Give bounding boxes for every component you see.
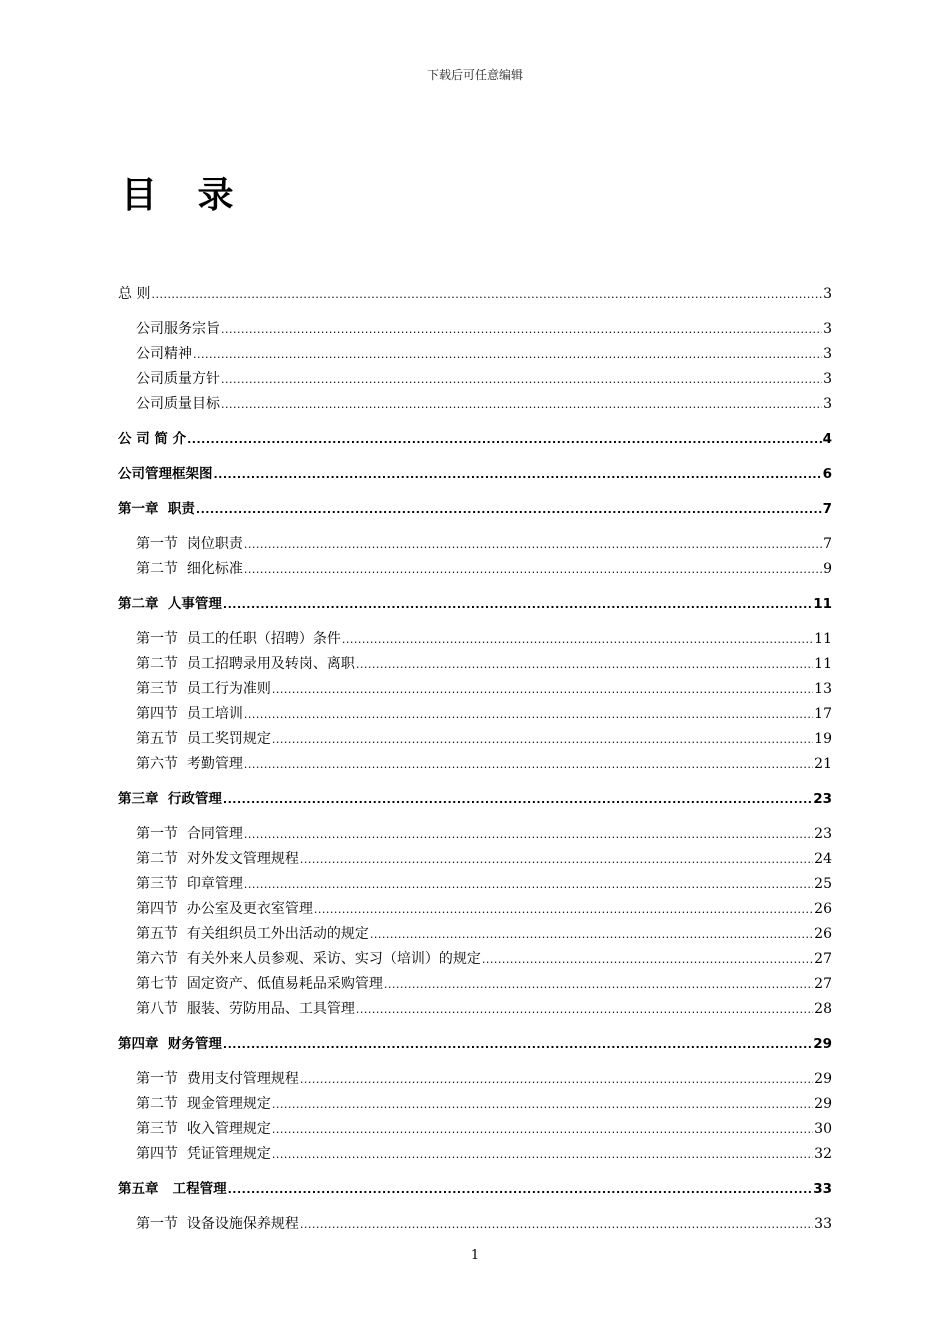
- toc-section-entry[interactable]: [118, 1092, 832, 1117]
- toc-entry-page-number: 7: [822, 501, 832, 517]
- toc-section-entry[interactable]: [118, 702, 832, 727]
- toc-entry-page-number: 11: [814, 656, 832, 672]
- toc-section-entry[interactable]: [118, 317, 832, 342]
- toc-dot-leader: [228, 1177, 813, 1202]
- toc-dot-leader: [221, 392, 822, 417]
- toc-dot-leader: [272, 1117, 813, 1142]
- toc-entry-label: 第四节 员工培训: [136, 706, 243, 722]
- toc-dot-leader: [244, 822, 813, 847]
- toc-dot-leader: [272, 727, 813, 752]
- toc-entry-label: 第二章 人事管理: [118, 596, 222, 612]
- toc-section-entry[interactable]: [118, 822, 832, 847]
- toc-entry-label: 公司精神: [136, 346, 192, 362]
- toc-dot-leader: [272, 1092, 813, 1117]
- toc-entry-label: 公司质量方针: [136, 371, 220, 387]
- toc-section-entry[interactable]: [118, 847, 832, 872]
- toc-entry-label: 第五节 有关组织员工外出活动的规定: [136, 926, 369, 942]
- toc-entry-page-number: 30: [814, 1121, 832, 1137]
- toc-entry-page-number: 33: [813, 1181, 832, 1197]
- toc-section-entry[interactable]: [118, 342, 832, 367]
- toc-entry-label: 第三节 收入管理规定: [136, 1121, 271, 1137]
- toc-dot-leader: [244, 752, 813, 777]
- toc-dot-leader: [342, 627, 813, 652]
- toc-dot-leader: [196, 497, 822, 522]
- toc-entry-page-number: 9: [823, 561, 832, 577]
- toc-dot-leader: [223, 787, 812, 812]
- toc-entry-page-number: 28: [814, 1001, 832, 1017]
- toc-dot-leader: [193, 342, 822, 367]
- toc-entry-page-number: 29: [814, 1096, 832, 1112]
- page-title: 目 录: [121, 175, 248, 216]
- toc-section-entry[interactable]: [118, 947, 832, 972]
- toc-dot-leader: [314, 897, 813, 922]
- toc-dot-leader: [272, 677, 813, 702]
- toc-entry-label: 公司服务宗旨: [136, 321, 220, 337]
- toc-dot-leader: [223, 592, 812, 617]
- toc-section-entry[interactable]: [118, 897, 832, 922]
- toc-dot-leader: [214, 462, 822, 487]
- toc-section-entry[interactable]: [118, 677, 832, 702]
- toc-dot-leader: [221, 367, 822, 392]
- toc-entry-label: 第五章 工程管理: [118, 1181, 227, 1197]
- toc-entry-label: 第一节 设备设施保养规程: [136, 1216, 299, 1232]
- toc-entry-label: 第四节 凭证管理规定: [136, 1146, 271, 1162]
- toc-section-entry[interactable]: [118, 1142, 832, 1167]
- toc-dot-leader: [356, 652, 813, 677]
- page-header: 下载后可任意编辑: [426, 68, 523, 82]
- toc-section-entry[interactable]: [118, 972, 832, 997]
- toc-dot-leader: [244, 532, 822, 557]
- toc-section-entry[interactable]: [118, 367, 832, 392]
- toc-dot-leader: [272, 1142, 813, 1167]
- toc-entry-label: 第二节 对外发文管理规程: [136, 851, 299, 867]
- toc-section-entry[interactable]: [118, 1212, 832, 1237]
- toc-entry-label: 第一节 费用支付管理规程: [136, 1071, 299, 1087]
- toc-entry-label: 第二节 现金管理规定: [136, 1096, 271, 1112]
- toc-chapter-entry[interactable]: [118, 592, 832, 617]
- toc-dot-leader: [370, 922, 813, 947]
- toc-entry-label: 第六节 有关外来人员参观、采访、实习（培训）的规定: [136, 951, 481, 967]
- toc-dot-leader: [221, 317, 822, 342]
- toc-entry-label: 第三章 行政管理: [118, 791, 222, 807]
- toc-entry-label: 公司管理框架图: [118, 466, 213, 482]
- toc-section-entry[interactable]: [118, 627, 832, 652]
- toc-entry-page-number: 29: [813, 1036, 832, 1052]
- page-number: 1: [470, 1248, 480, 1263]
- toc-entry-page-number: 11: [813, 596, 832, 612]
- toc-dot-leader: [356, 997, 813, 1022]
- toc-entry-page-number: 24: [814, 851, 832, 867]
- toc-section-entry[interactable]: [118, 752, 832, 777]
- toc-entry-page-number: 25: [814, 876, 832, 892]
- toc-dot-leader: [244, 702, 813, 727]
- toc-entry-page-number: 6: [822, 466, 832, 482]
- toc-entry-page-number: 3: [823, 346, 832, 362]
- toc-entry-label: 第七节 固定资产、低值易耗品采购管理: [136, 976, 383, 992]
- toc-dot-leader: [151, 282, 822, 307]
- toc-entry-label: 第六节 考勤管理: [136, 756, 243, 772]
- toc-section-entry[interactable]: [118, 727, 832, 752]
- toc-chapter-entry[interactable]: [118, 497, 832, 522]
- table-of-contents: [118, 282, 832, 1237]
- toc-chapter-entry[interactable]: [118, 1177, 832, 1202]
- toc-entry-page-number: 26: [814, 926, 832, 942]
- toc-dot-leader: [244, 872, 813, 897]
- toc-entry-page-number: 19: [814, 731, 832, 747]
- toc-section-entry[interactable]: [118, 872, 832, 897]
- toc-dot-leader: [300, 1067, 813, 1092]
- toc-entry-page-number: 3: [823, 371, 832, 387]
- toc-dot-leader: [300, 847, 813, 872]
- toc-entry-label: 第八节 服装、劳防用品、工具管理: [136, 1001, 355, 1017]
- toc-chapter-entry[interactable]: [118, 427, 832, 452]
- toc-section-entry[interactable]: [118, 1117, 832, 1142]
- toc-entry-label: 总 则: [118, 286, 151, 302]
- toc-entry-page-number: 7: [823, 536, 832, 552]
- toc-dot-leader: [244, 557, 822, 582]
- toc-entry-label: 第四节 办公室及更衣室管理: [136, 901, 313, 917]
- toc-entry-page-number: 13: [814, 681, 832, 697]
- toc-entry-label: 第三节 员工行为准则: [136, 681, 271, 697]
- toc-entry-page-number: 26: [814, 901, 832, 917]
- toc-entry-label: 第四章 财务管理: [118, 1036, 222, 1052]
- toc-entry-label: 第一节 合同管理: [136, 826, 243, 842]
- toc-chapter-entry[interactable]: [118, 462, 832, 487]
- toc-entry-page-number: 23: [814, 826, 832, 842]
- toc-entry-page-number: 29: [814, 1071, 832, 1087]
- toc-section-entry[interactable]: [118, 557, 832, 582]
- toc-entry-page-number: 17: [814, 706, 832, 722]
- toc-section-entry[interactable]: [118, 392, 832, 417]
- toc-section-entry[interactable]: [118, 922, 832, 947]
- toc-entry-page-number: 3: [823, 286, 832, 302]
- toc-dot-leader: [300, 1212, 813, 1237]
- toc-dot-leader: [482, 947, 813, 972]
- toc-entry-label: 第一章 职责: [118, 501, 195, 517]
- toc-section-entry[interactable]: [118, 652, 832, 677]
- toc-chapter-entry[interactable]: [118, 787, 832, 812]
- toc-dot-leader: [187, 427, 821, 452]
- toc-entry-label: 第三节 印章管理: [136, 876, 243, 892]
- toc-entry-page-number: 33: [814, 1216, 832, 1232]
- toc-entry-label: 第一节 员工的任职（招聘）条件: [136, 631, 341, 647]
- toc-entry-label: 第五节 员工奖罚规定: [136, 731, 271, 747]
- toc-dot-leader: [223, 1032, 812, 1057]
- toc-section-entry[interactable]: [118, 997, 832, 1022]
- toc-entry-page-number: 27: [814, 976, 832, 992]
- toc-entry-label: 第一节 岗位职责: [136, 536, 243, 552]
- toc-entry-page-number: 21: [814, 756, 832, 772]
- toc-entry-page-number: 3: [823, 396, 832, 412]
- toc-entry-page-number: 27: [814, 951, 832, 967]
- toc-entry-page-number: 4: [822, 431, 832, 447]
- toc-chapter-entry[interactable]: [118, 1032, 832, 1057]
- toc-entry-label: 公 司 简 介: [118, 431, 187, 447]
- toc-dot-leader: [384, 972, 813, 997]
- toc-chapter-entry[interactable]: [118, 282, 832, 307]
- toc-entry-page-number: 23: [813, 791, 832, 807]
- toc-section-entry[interactable]: [118, 1067, 832, 1092]
- toc-entry-page-number: 3: [823, 321, 832, 337]
- toc-section-entry[interactable]: [118, 532, 832, 557]
- toc-entry-page-number: 32: [814, 1146, 832, 1162]
- toc-entry-label: 公司质量目标: [136, 396, 220, 412]
- toc-entry-label: 第二节 员工招聘录用及转岗、离职: [136, 656, 355, 672]
- toc-entry-label: 第二节 细化标准: [136, 561, 243, 577]
- toc-entry-page-number: 11: [814, 631, 832, 647]
